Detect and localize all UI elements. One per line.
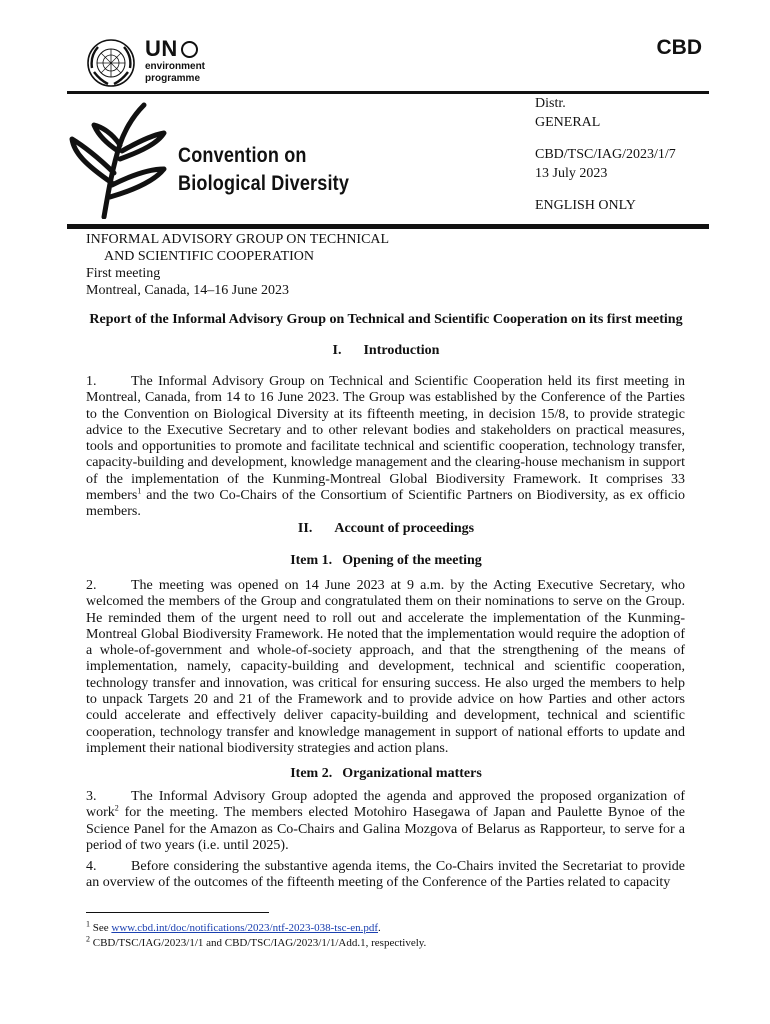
section-number: II.: [297, 521, 313, 536]
paragraph-3: [86, 789, 685, 854]
item-title: Opening of the meeting: [342, 553, 482, 568]
meeting-body-line1: INFORMAL ADVISORY GROUP ON TECHNICAL: [86, 232, 390, 247]
footnote-link[interactable]: www.cbd.int/doc/notifications/2023/ntf-2023-038-tsc-en.pdf: [111, 922, 378, 934]
paragraph-text: The Informal Advisory Group adopted the agenda and approved the proposed organization of work: [86, 789, 685, 821]
footnote-mark: 2: [86, 934, 90, 944]
distribution-block: [535, 94, 676, 215]
header-bottom-rule: [67, 224, 709, 229]
paragraph-number: 2.: [86, 578, 97, 593]
footnote-rule: [86, 912, 269, 913]
footnote-suffix: .: [378, 922, 381, 934]
paragraph-2: [86, 578, 685, 757]
document-symbol: CBD/TSC/IAG/2023/1/7: [535, 147, 676, 162]
item-heading-opening: [86, 553, 686, 569]
footnote-2: [86, 934, 427, 950]
distr-label: Distr.: [535, 96, 566, 111]
item-heading-organizational: [86, 766, 686, 782]
section-heading-introduction: [86, 343, 686, 359]
cbd-mark: CBD: [656, 36, 702, 59]
document-date: 13 July 2023: [535, 166, 608, 181]
footnote-1: [86, 919, 381, 935]
meeting-body-line2: AND SCIENTIFIC COOPERATION: [104, 249, 315, 264]
environment-label: environment: [145, 61, 206, 72]
meeting-info: [86, 231, 389, 299]
convention-title-line2: Biological Diversity: [178, 172, 350, 195]
meeting-session: First meeting: [86, 266, 161, 281]
footnote-text: CBD/TSC/IAG/2023/1/1 and CBD/TSC/IAG/2023/1/1/Add.1, respectively.: [92, 937, 427, 949]
un-emblem-logo: [86, 38, 136, 88]
section-title: Account of proceedings: [334, 521, 475, 536]
unep-circle-icon: [181, 41, 198, 58]
paragraph-4: [86, 859, 685, 892]
cbd-plant-logo: [68, 99, 168, 219]
document-language: ENGLISH ONLY: [535, 198, 636, 213]
meeting-place-date: Montreal, Canada, 14–16 June 2023: [86, 283, 289, 298]
paragraph-1: [86, 374, 685, 521]
footnote-prefix: See: [92, 922, 112, 934]
paragraph-text: Before considering the substantive agenda items, the Co-Chairs invited the Secretariat to provide an overview of the outcomes of the fifteenth meeting of the Conference of the Parties related to capacity: [86, 859, 685, 891]
paragraph-number: 3.: [86, 789, 97, 804]
section-title: Introduction: [363, 343, 440, 358]
unep-wordmark: [145, 38, 205, 84]
item-number: Item 1.: [290, 553, 333, 568]
programme-label: programme: [145, 73, 201, 84]
footnote-ref[interactable]: 1: [137, 486, 142, 496]
footnote-ref[interactable]: 2: [114, 803, 119, 813]
item-title: Organizational matters: [342, 766, 482, 781]
convention-title-line1: Convention on: [178, 144, 307, 167]
item-number: Item 2.: [290, 766, 333, 781]
distr-general: GENERAL: [535, 115, 601, 130]
paragraph-text: The Informal Advisory Group on Technical and Scientific Cooperation held its first meeting in Montreal, Canada, from 14 to 16 June 2023. The Group was established by the Conference of the Parties to the Convention on Biological Diversity at its fifteenth meeting, in decision 15/8, to provide strategic advice to the Executive Secretary and to other relevant bodies and stakeholders on practical measures, tools and opportunities to promote and facilitate technical and scientific cooperation, technology transfer, capacity-building and development, knowledge management and the clearing-house mechanism in support of the implementation of the Kunming-Montreal Global Biodiversity Framework. It comprises 33 members: [86, 374, 685, 504]
paragraph-text-cont: for the meeting. The members elected Motohiro Hasegawa of Japan and Paulette Bynoe of the Science Panel for the Amazon as Co-Chairs and Galina Mozgova of Belarus as Rapporteur, to serve for a period of two years (i.e. until 2025).: [86, 805, 685, 853]
section-heading-proceedings: [86, 521, 686, 537]
document-title: Report of the Informal Advisory Group on Technical and Scientific Cooperation on its first meeting: [89, 312, 683, 327]
un-label: UN: [145, 36, 178, 61]
paragraph-text-cont: and the two Co-Chairs of the Consortium of Scientific Partners on Biodiversity, as ex officio members.: [86, 488, 685, 520]
paragraph-number: 1.: [86, 374, 97, 389]
paragraph-number: 4.: [86, 859, 97, 874]
paragraph-text: The meeting was opened on 14 June 2023 at 9 a.m. by the Acting Executive Secretary, who welcomed the members of the Group and congratulated them on their nominations to serve on the Group. He reminded them of the urgent need to roll out and accelerate the implementation of the Kunming-Montreal Global Biodiversity Framework. He noted that the implementation would require the adoption of a whole-of-government and whole-of-society approach, and that the strengthening of the means of implementation, namely, capacity-building and development, technical and scientific cooperation, technology transfer and innovation, was critical for ensuring success. He also urged the members to help to unpack Targets 20 and 21 of the Framework and to provide advice on how Parties and other actors could accelerate and effectively deliver capacity-building and development, technical and scientific cooperation, technology transfer and knowledge management in support of national efforts to update and implement their national biodiversity strategies and action plans.: [86, 578, 685, 756]
section-number: I.: [332, 343, 342, 358]
footnote-mark: 1: [86, 919, 90, 929]
convention-title: [178, 142, 349, 198]
